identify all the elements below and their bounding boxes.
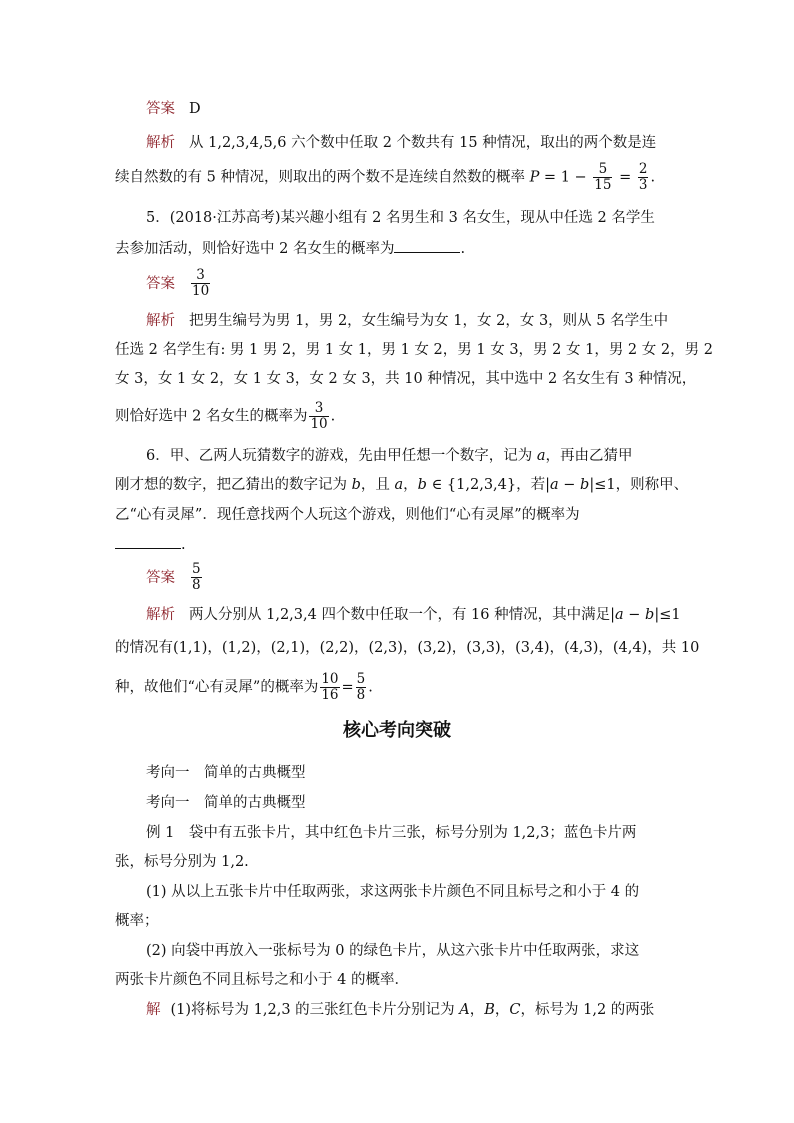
fraction [320, 672, 339, 703]
analysis-line-2 [115, 162, 655, 193]
analysis-text: 续自然数的有 5 种情况，则取出的两个数不是连续自然数的概率 [115, 169, 530, 186]
solution-text: (1)将标号为 1,2,3 的三张红色卡片分别记为 [170, 1002, 460, 1018]
analysis-text: 两人分别从 1,2,3,4 四个数中任取一个，有 16 种情况，其中满足| [189, 607, 615, 623]
analysis-text: 女 3，女 1 女 2，女 1 女 3，女 2 女 3，共 10 种情况，其中选中 2 名女生有 3 种情况， [115, 371, 697, 387]
fraction [309, 401, 328, 432]
q5-analysis-line-3 [115, 369, 696, 389]
math-var: a [550, 477, 559, 493]
section-title: 核心考向突破 [343, 720, 451, 741]
math-op: − [623, 607, 646, 623]
numerator: 5 [593, 162, 612, 178]
denominator: 8 [192, 577, 201, 593]
question-5-line-1 [146, 208, 655, 228]
period: . [460, 241, 466, 257]
numerator: 10 [321, 671, 339, 687]
question-6-line-1 [146, 446, 633, 466]
q5-analysis-line-4 [115, 401, 335, 432]
topic-heading-1: 考向一 简单的古典概型 [146, 765, 306, 781]
question-6-line-3 [115, 505, 580, 525]
math-var: B [484, 1002, 495, 1018]
question-5-line-2 [115, 238, 465, 259]
math-var: a [394, 477, 404, 493]
answer-label: 答案 [146, 101, 175, 117]
period: . [368, 679, 373, 696]
question-text: ，再由乙猜甲 [545, 448, 633, 464]
question-6-line-2 [115, 475, 688, 495]
analysis-text: 则恰好选中 2 名女生的概率为 [115, 408, 308, 425]
example-text: 两张卡片颜色不同且标号之和小于 4 的概率． [115, 972, 409, 988]
solution-text: ， [469, 1002, 485, 1018]
question-text: 去参加活动，则恰好选中 2 名女生的概率为 [115, 241, 395, 257]
answer-blank [115, 534, 181, 549]
question-text: 刚才想的数字，把乙猜出的数字记为 [115, 477, 352, 493]
answer-label: 答案 [146, 569, 175, 586]
math-var: b [351, 477, 361, 493]
analysis-text: 的情况有(1,1)，(1,2)，(2,1)，(2,2)，(2,3)，(3,2)，(3,3)，(3,4)，(4,3)，(4,4)，共 10 [115, 640, 700, 656]
denominator: 16 [321, 687, 339, 703]
math-op: = 1 − [539, 169, 592, 186]
analysis-text: 把男生编号为男 1，男 2，女生编号为女 1，女 2，女 3，则从 5 名学生中 [189, 313, 669, 329]
analysis-line-1 [146, 133, 656, 153]
analysis-text: |≤1 [654, 607, 681, 623]
math-var: P [529, 169, 540, 186]
example-text: 张，标号分别为 1,2. [115, 854, 249, 870]
denominator: 10 [310, 416, 328, 432]
example-text: (1) 从以上五张卡片中任取两张，求这两张卡片颜色不同且标号之和小于 4 的 [146, 884, 640, 900]
question-text: 乙“心有灵犀”．现任意找两个人玩这个游戏，则他们“心有灵犀”的概率为 [115, 507, 580, 523]
period: . [181, 537, 186, 553]
numerator: 5 [356, 671, 366, 687]
answer-blank [394, 238, 460, 253]
math-var: b [580, 477, 590, 493]
numerator: 3 [191, 268, 210, 284]
solution-text: ，标号为 1,2 的两张 [520, 1002, 655, 1018]
denominator: 10 [192, 283, 210, 299]
math-var: A [459, 1002, 470, 1018]
example-1-part-2-line-2 [115, 970, 409, 990]
math-op: = [341, 679, 354, 696]
numerator: 2 [638, 161, 648, 177]
q6-analysis-line-2 [115, 638, 699, 658]
math-var: b [645, 607, 655, 623]
math-var: b [417, 477, 427, 493]
math-var: a [615, 607, 624, 623]
example-1-line-1 [146, 823, 636, 843]
question-text: |≤1，则称甲、 [589, 477, 689, 493]
denominator: 15 [594, 177, 612, 193]
solution-label: 解 [146, 1002, 161, 1018]
analysis-label: 解析 [146, 135, 175, 151]
question-text: ∈ {1,2,3,4}，若| [426, 477, 550, 493]
question-6-line-4 [115, 534, 186, 555]
q5-analysis-line-1 [146, 311, 668, 331]
example-1-part-1-line-2 [115, 911, 159, 931]
fraction [638, 162, 649, 193]
question-text: 5．(2018·江苏高考)某兴趣小组有 2 名男生和 3 名女生，现从中任选 2 名学生 [146, 210, 655, 226]
analysis-text: 从 1,2,3,4,5,6 六个数中任取 2 个数共有 15 种情况，取出的两个数是连 [189, 135, 657, 151]
denominator: 8 [356, 687, 366, 703]
period: . [650, 169, 656, 186]
q6-analysis-line-1 [146, 605, 681, 625]
question-text: 6．甲、乙两人玩猜数字的游戏，先由甲任想一个数字，记为 [146, 448, 537, 464]
math-op: − [558, 477, 581, 493]
solution-text: ， [494, 1002, 510, 1018]
example-1-part-1-line-1 [146, 882, 639, 902]
math-var: C [509, 1002, 521, 1018]
example-text: 概率； [115, 913, 159, 929]
answer-label: 答案 [146, 275, 175, 292]
fraction [356, 672, 367, 703]
question-text: ，且 [360, 477, 395, 493]
solution-line-1 [146, 1000, 654, 1020]
numerator: 3 [309, 401, 328, 417]
example-1-part-2-line-1 [146, 941, 639, 961]
example-text: (2) 向袋中再放入一张标号为 0 的绿色卡片，从这六张卡片中任取两张，求这 [146, 943, 640, 959]
fraction [191, 268, 210, 299]
math-op: = [614, 169, 636, 186]
analysis-text: 任选 2 名学生有: 男 1 男 2，男 1 女 1，男 1 女 2，男 1 女 3，男 2 女 1，男 2 女 2，男 2 [115, 342, 713, 358]
numerator: 5 [192, 561, 201, 577]
topic-heading-2: 考向一 简单的古典概型 [146, 795, 306, 811]
example-text: 例 1 袋中有五张卡片，其中红色卡片三张，标号分别为 1,2,3；蓝色卡片两 [146, 825, 637, 841]
q6-analysis-line-3 [115, 672, 373, 703]
answer-value: D [189, 101, 201, 117]
question-text: ， [403, 477, 418, 493]
fraction [593, 162, 612, 193]
example-1-line-2 [115, 852, 249, 872]
fraction [191, 562, 202, 593]
q5-analysis-line-2 [115, 340, 713, 360]
question-6-answer [146, 562, 204, 593]
answer-line-4 [146, 99, 201, 119]
period: . [330, 408, 336, 425]
analysis-label: 解析 [146, 607, 175, 623]
analysis-label: 解析 [146, 313, 175, 329]
math-var: a [536, 448, 546, 464]
denominator: 3 [638, 177, 648, 193]
question-5-answer [146, 268, 212, 299]
analysis-text: 种，故他们“心有灵犀”的概率为 [115, 679, 319, 696]
